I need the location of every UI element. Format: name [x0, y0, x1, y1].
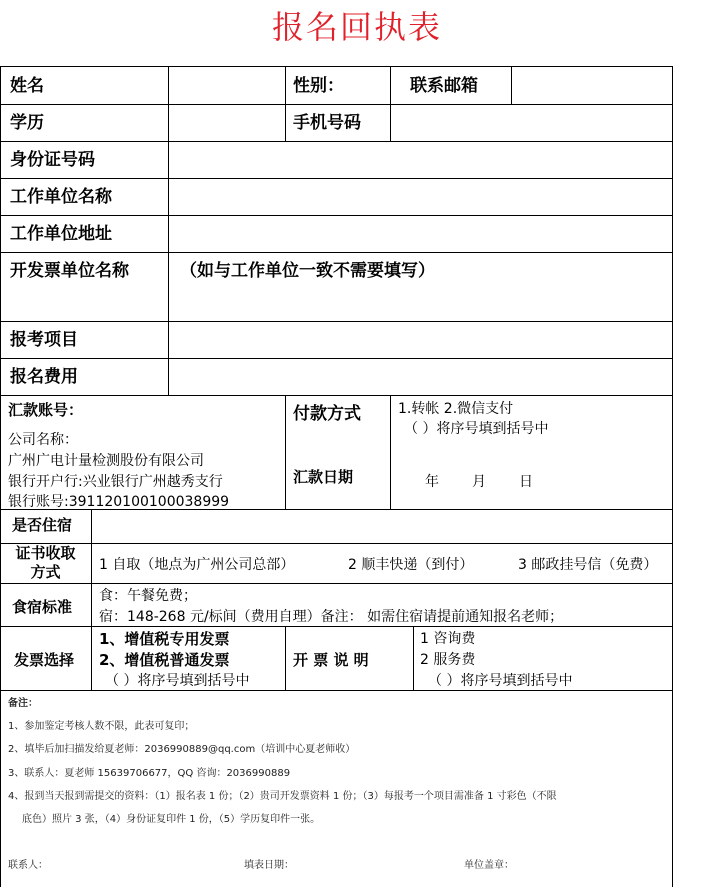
- registration-form: [0, 66, 673, 887]
- footer-seal-label: 单位盖章：: [464, 860, 514, 871]
- note-1: 1、参加鉴定考核人数不限，此表可复印；: [8, 721, 195, 732]
- border-right: [672, 66, 673, 887]
- cert-option-2: 2 顺丰快递（到付）: [348, 557, 474, 573]
- education-label: 学历: [10, 113, 44, 133]
- exam-item-label: 报考项目: [10, 330, 78, 350]
- cert-option-1: 1 自取（地点为广州公司总部）: [99, 557, 295, 573]
- remit-company: 广州广电计量检测股份有限公司: [8, 453, 204, 469]
- gender-label: 性别：: [293, 76, 344, 96]
- row-divider: [0, 583, 673, 584]
- notes-heading: 备注：: [8, 698, 38, 709]
- note-2: 2、填毕后加扫描发给夏老师：2036990889@qq.com（培训中心夏老师收）: [8, 744, 356, 755]
- employer-address-label: 工作单位地址: [10, 224, 112, 244]
- board-lodging: 宿：148-268 元/标间（费用自理）备注： 如需住宿请提前通知报名老师；: [99, 609, 564, 625]
- payment-options: 1.转帐 2.微信支付: [398, 401, 514, 417]
- row-divider: [0, 626, 673, 627]
- form-title: 报名回执表: [271, 8, 442, 46]
- remit-company-label: 公司名称：: [8, 432, 78, 448]
- board-food: 食：午餐免费；: [99, 588, 197, 604]
- row-divider: [0, 690, 673, 691]
- employer-address-field[interactable]: [169, 216, 672, 252]
- stay-label: 是否住宿: [12, 516, 73, 534]
- cert-label-line2: 方式: [30, 563, 61, 581]
- invoice-item-1: 1 咨询费: [420, 631, 476, 647]
- col-divider: [390, 395, 391, 509]
- invoice-choice-label: 发票选择: [14, 651, 75, 669]
- invoice-item-2: 2 服务费: [420, 652, 476, 668]
- payment-method-label: 付款方式: [293, 404, 361, 424]
- education-field[interactable]: [169, 105, 285, 141]
- invoice-note-label: 开 票 说 明: [293, 651, 369, 669]
- remit-heading: 汇款账号：: [8, 401, 84, 419]
- note-4b: 底色）照片 3 张，（4）身份证复印件 1 份，（5）学历复印件一张。: [22, 814, 321, 825]
- row-divider: [0, 395, 673, 396]
- invoice-company-field[interactable]: [169, 281, 672, 321]
- note-4a: 4、报到当天报到需提交的资料：（1）报名表 1 份；（2）贵司开发票资料 1 份；（3）每报考一个项目需准备 1 寸彩色（不限: [8, 791, 557, 802]
- invoice-company-label: 开发票单位名称: [10, 261, 129, 281]
- remit-year-label: 年: [425, 474, 439, 490]
- col-divider: [285, 66, 286, 141]
- stay-field[interactable]: [92, 510, 672, 543]
- phone-label: 手机号码: [293, 113, 361, 133]
- remit-bank: 银行开户行:兴业银行广州越秀支行: [8, 474, 223, 490]
- name-label: 姓名: [10, 76, 44, 96]
- row-divider: [0, 543, 673, 544]
- exam-item-field[interactable]: [169, 322, 672, 358]
- phone-field[interactable]: [391, 105, 672, 141]
- cert-label: [0, 544, 91, 582]
- id-number-label: 身份证号码: [10, 150, 95, 170]
- border-left: [0, 66, 1, 887]
- footer-contact-label: 联系人：: [8, 860, 48, 871]
- fee-label: 报名费用: [10, 367, 78, 387]
- id-number-field[interactable]: [169, 142, 672, 178]
- employer-name-field[interactable]: [169, 179, 672, 215]
- fee-field[interactable]: [169, 359, 672, 395]
- board-label: 食宿标准: [12, 598, 73, 616]
- invoice-company-hint: （如与工作单位一致不需要填写）: [180, 261, 435, 281]
- remit-month-label: 月: [472, 474, 486, 490]
- employer-name-label: 工作单位名称: [10, 187, 112, 207]
- col-divider: [413, 626, 414, 690]
- invoice-type-1: 1、增值税专用发票: [99, 630, 230, 648]
- note-3: 3、联系人：夏老师 15639706677，QQ 咨询：2036990889: [8, 768, 291, 779]
- col-divider: [285, 395, 286, 509]
- row-divider: [0, 252, 673, 253]
- name-field[interactable]: [169, 67, 285, 104]
- email-label: 联系邮箱: [410, 76, 478, 96]
- remit-date-label: 汇款日期: [293, 468, 354, 486]
- footer-date-label: 填表日期：: [244, 860, 294, 871]
- col-divider: [285, 626, 286, 690]
- email-field[interactable]: [512, 67, 672, 104]
- invoice-type-fill-field[interactable]: （ ）将序号填到括号中: [105, 673, 250, 689]
- remit-account: 银行账号:391120100100038999: [8, 494, 230, 510]
- payment-fill-field[interactable]: （ ）将序号填到括号中: [404, 421, 549, 437]
- cert-label-line1: 证书收取: [15, 544, 76, 562]
- cert-option-3: 3 邮政挂号信（免费）: [518, 557, 658, 573]
- remit-day-label: 日: [519, 474, 533, 490]
- invoice-type-2: 2、增值税普通发票: [99, 651, 230, 669]
- invoice-item-fill-field[interactable]: （ ）将序号填到括号中: [428, 673, 573, 689]
